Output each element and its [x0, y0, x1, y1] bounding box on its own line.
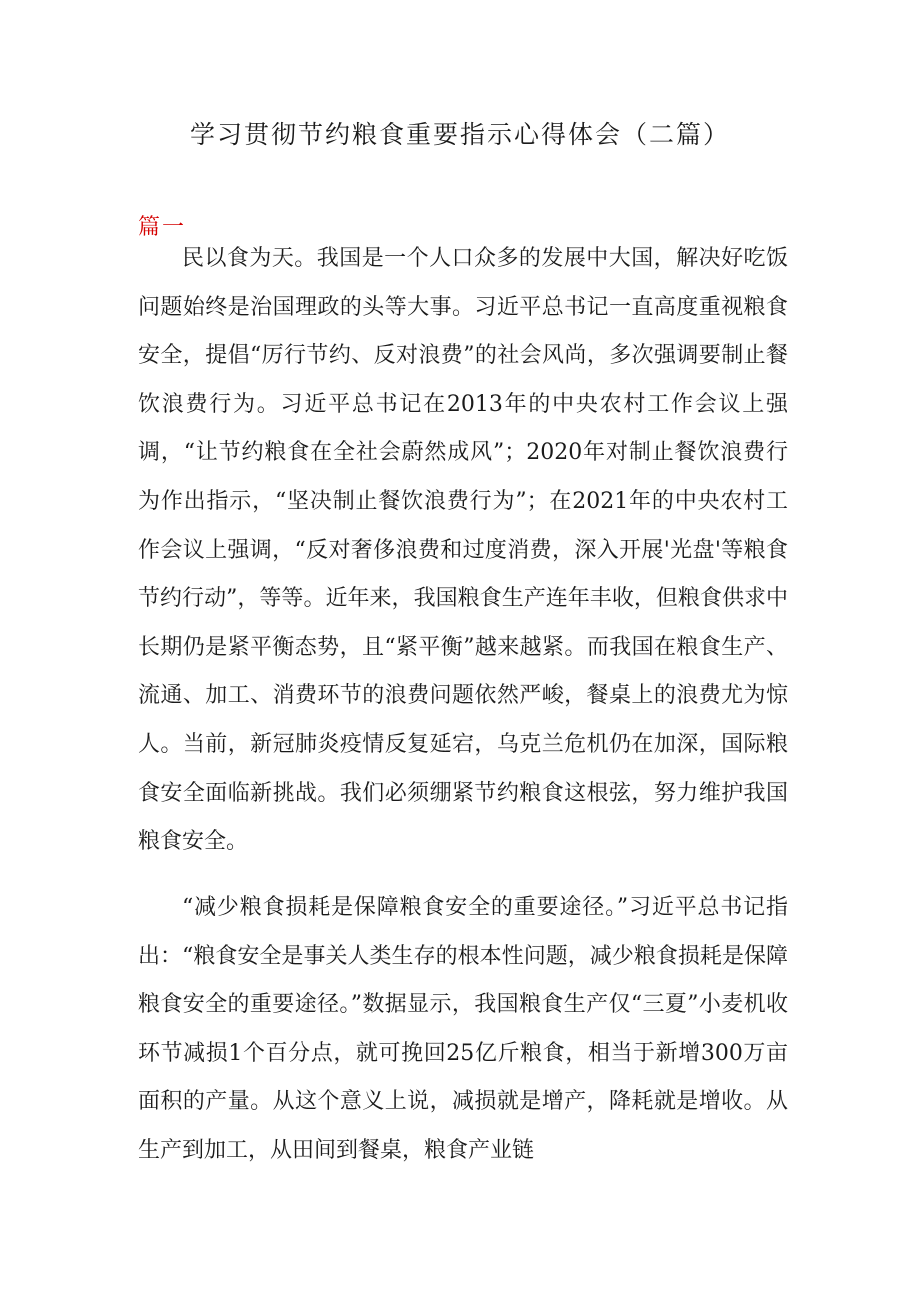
body-paragraph-1: 民以食为天。我国是一个人口众多的发展中大国，解决好吃饭问题始终是治国理政的头等大事。习近平总书记一直高度重视粮食安全，提倡“厉行节约、反对浪费”的社会风尚，多次强调要制止餐饮浪费行为。习近平总书记在2013年的中央农村工作会议上强调，“让节约粮食在全社会蔚然成风”；2020年对制止餐饮浪费行为作出指示，“坚决制止餐饮浪费行为”；在2021年的中央农村工作会议上强调，“反对奢侈浪费和过度消费，深入开展'光盘'等粮食节约行动”，等等。近年来，我国粮食生产连年丰收，但粮食供求中长期仍是紧平衡态势，且“紧平衡”越来越紧。而我国在粮食生产、流通、加工、消费环节的浪费问题依然严峻，餐桌上的浪费尤为惊人。当前，新冠肺炎疫情反复延宕，乌克兰危机仍在加深，国际粮食安全面临新挑战。我们必须绷紧节约粮食这根弦，努力维护我国粮食安全。 [138, 246, 788, 855]
document-title: 学习贯彻节约粮食重要指示心得体会（二篇） [189, 120, 730, 149]
body-paragraph-2: “减少粮食损耗是保障粮食安全的重要途径。”习近平总书记指出：“粮食安全是事关人类生存的根本性问题，减少粮食损耗是保障粮食安全的重要途径。”数据显示，我国粮食生产仅“三夏”小麦机收环节减损1个百分点，就可挽回25亿斤粮食，相当于新增300万亩面积的产量。从这个意义上说，减损就是增产，降耗就是增收。从生产到加工，从田间到餐桌，粮食产业链 [138, 895, 788, 1163]
section-heading: 篇一 [138, 215, 187, 240]
